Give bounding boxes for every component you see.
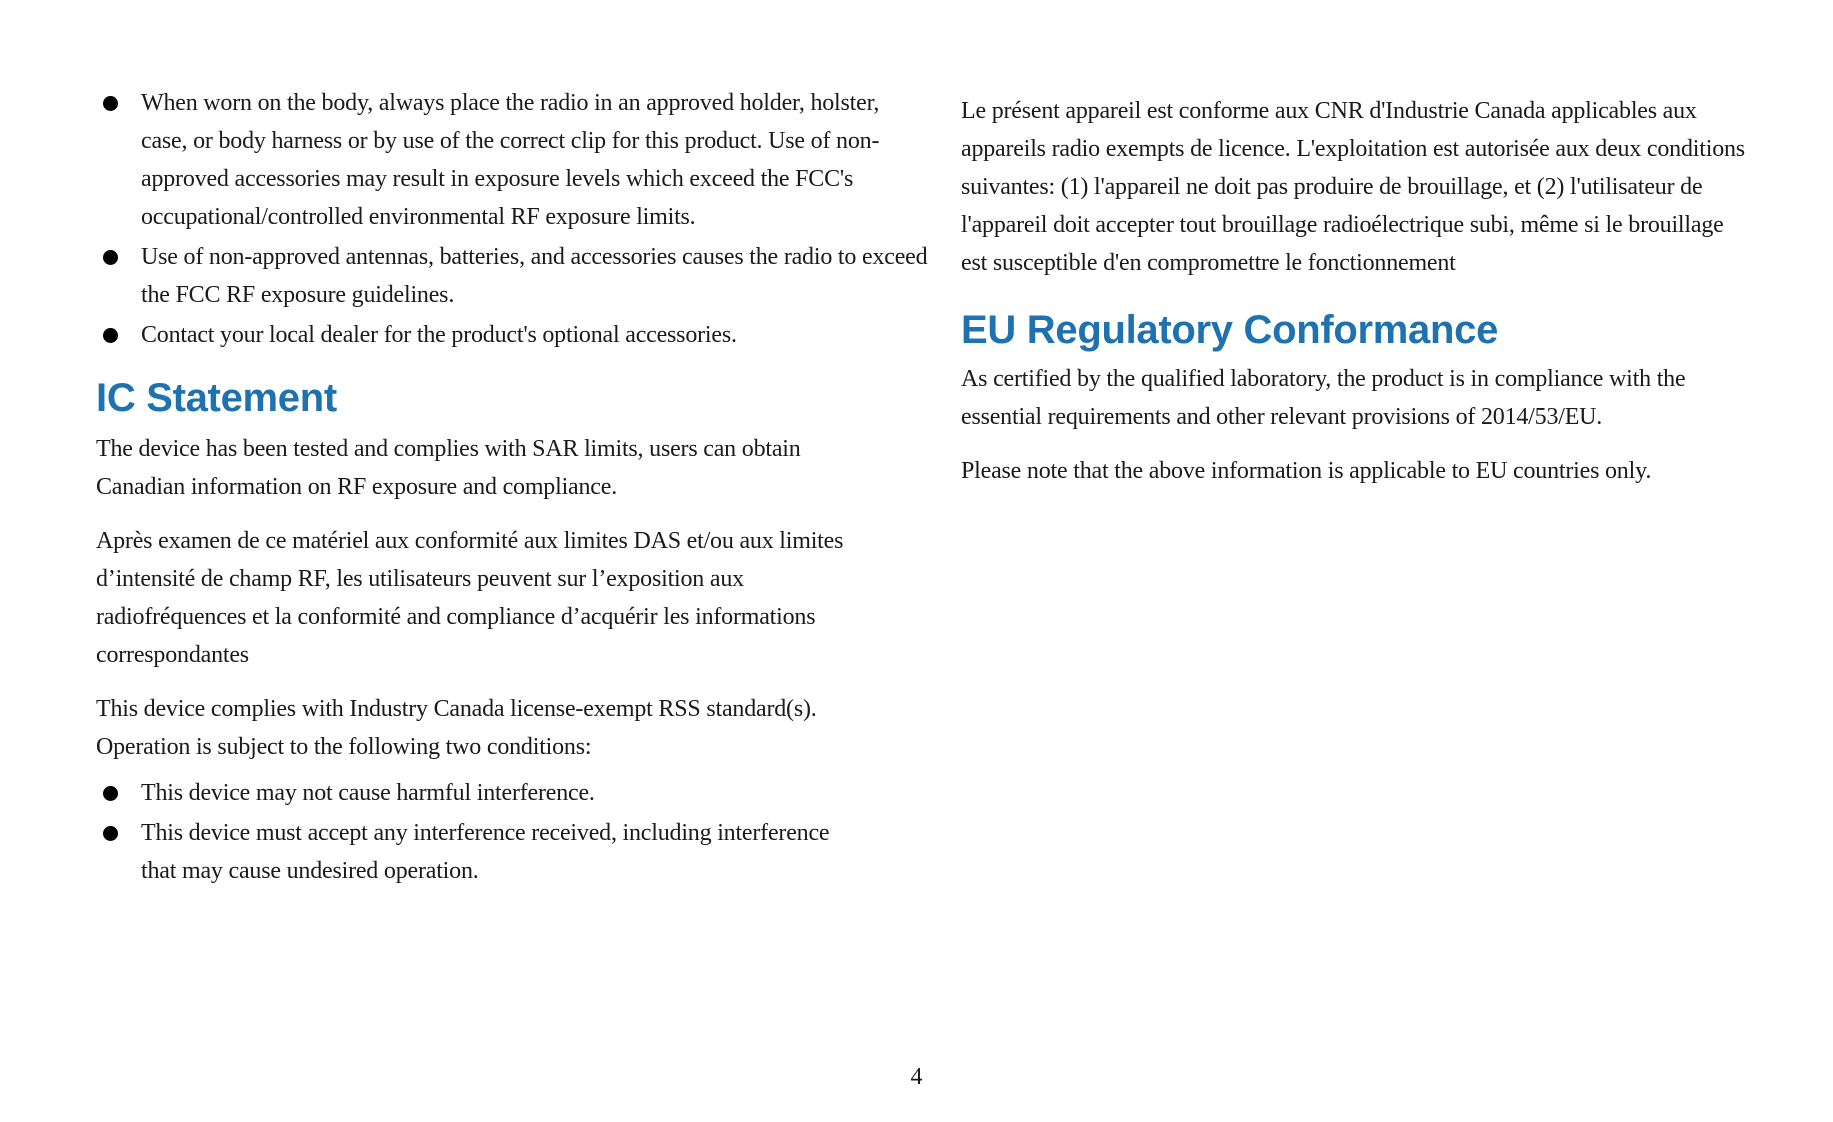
eu-note-paragraph: Please note that the above information is applicable to EU countries only. (961, 458, 1652, 484)
fcc-bullet-list (96, 84, 928, 354)
ic-paragraph-conditions: This device complies with Industry Canada license-exempt RSS standard(s). Operation is subject to the following two conditions: (96, 696, 817, 760)
list-item (96, 316, 931, 354)
list-item (96, 84, 931, 236)
ic-paragraph: The device has been tested and complies with SAR limits, users can obtain Canadian information on RF exposure and compliance. (96, 436, 801, 500)
conditions-bullet-list (96, 774, 896, 890)
list-item (96, 238, 931, 314)
ic-statement-heading: IC Statement (96, 376, 337, 420)
eu-regulatory-heading: EU Regulatory Conformance (961, 308, 1499, 352)
list-item (96, 774, 831, 812)
ic-paragraph-french: Après examen de ce matériel aux conformité aux limites DAS et/ou aux limites d’intensité de champ RF, les utilisateurs peuvent sur l’exposition aux radiofréquences et la conformité and compliance d’acquérir les informations correspondantes (96, 528, 844, 668)
bullet-icon (103, 786, 118, 801)
eu-paragraph: As certified by the qualified laboratory, the product is in compliance with the essential requirements and other relevant provisions of 2014/53/EU. (961, 366, 1686, 430)
bullet-icon (103, 96, 118, 111)
right-column (961, 0, 1751, 490)
french-regulatory-paragraph: Le présent appareil est conforme aux CNR d'Industrie Canada applicables aux appareils radio exempts de licence. L'exploitation est autorisée aux deux conditions suivantes: (1) l'appareil ne doit pas produire de brouillage, et (2) l'utilisateur de l'appareil doit accepter tout brouillage radioélectrique subi, même si le brouillage est susceptible d'en compromettre le fonctionnement (961, 98, 1745, 276)
list-item-text: This device may not cause harmful interference. (141, 780, 595, 806)
page-number: 4 (910, 1064, 923, 1090)
list-item-text: Use of non-approved antennas, batteries, and accessories causes the radio to exceed the FCC RF exposure guidelines. (141, 244, 928, 308)
bullet-icon (103, 250, 118, 265)
bullet-icon (103, 328, 118, 343)
list-item (96, 814, 831, 890)
list-item-text: Contact your local dealer for the product's optional accessories. (141, 322, 737, 348)
left-column (96, 0, 928, 890)
list-item-text: This device must accept any interference received, including interference that may cause undesired operation. (141, 820, 830, 884)
list-item-text: When worn on the body, always place the radio in an approved holder, holster, case, or body harness or by use of the correct clip for this product. Use of non-approved accessories may result in exposure levels which exceed the FCC's occupational/controlled environmental RF exposure limits. (141, 90, 880, 230)
bullet-icon (103, 826, 118, 841)
